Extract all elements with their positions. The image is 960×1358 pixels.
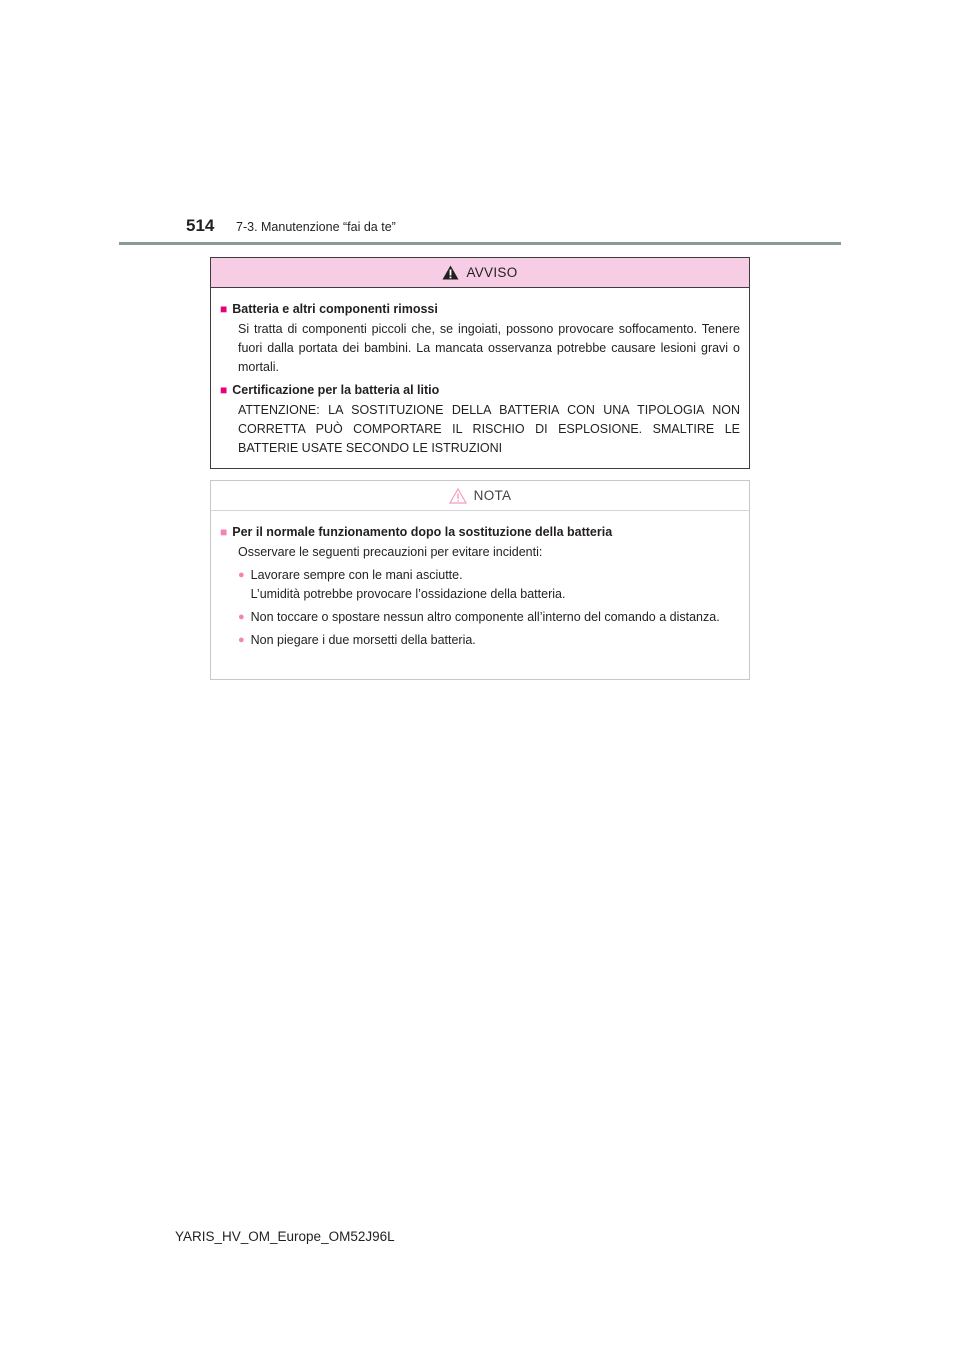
- bullet-text-detail: L’umidità potrebbe provocare l’ossidazione della batteria.: [250, 587, 566, 601]
- bullet-text: Lavorare sempre con le mani asciutte.: [250, 568, 463, 582]
- list-item: [238, 631, 740, 650]
- notice-box: [210, 480, 750, 680]
- bullet-text: Non toccare o spostare nessun altro componente all’interno del comando a distanza.: [250, 610, 720, 624]
- warning-item-text: Si tratta di componenti piccoli che, se ingoiati, possono provocare soffocamento. Tenere fuori dalla portata dei bambini. La mancata osservanza potrebbe causare lesioni gravi o mortali.: [238, 322, 740, 374]
- square-bullet-icon: ■: [220, 383, 228, 397]
- warning-label: AVVISO: [466, 265, 518, 280]
- list-item: [238, 566, 740, 604]
- bullet-text: Non piegare i due morsetti della batteria.: [250, 633, 476, 647]
- warning-box: [210, 257, 750, 469]
- circle-bullet-icon: ●: [238, 569, 245, 581]
- warning-triangle-icon: [442, 265, 459, 280]
- header-rule: [119, 242, 841, 245]
- warning-box-header: [211, 258, 749, 288]
- square-bullet-icon: ■: [220, 525, 228, 539]
- square-bullet-icon: ■: [220, 302, 228, 316]
- notice-label: NOTA: [473, 488, 512, 503]
- section-title: 7-3. Manutenzione “fai da te”: [236, 220, 396, 234]
- notice-box-header: [211, 481, 749, 511]
- notice-item: [220, 523, 740, 650]
- warning-item-title: Certificazione per la batteria al litio: [232, 383, 440, 397]
- notice-item-text: Osservare le seguenti precauzioni per evitare incidenti:: [238, 545, 543, 559]
- caution-outline-triangle-icon: [449, 488, 467, 504]
- list-item: [238, 608, 740, 627]
- document-code: YARIS_HV_OM_Europe_OM52J96L: [175, 1229, 395, 1244]
- warning-item: [220, 300, 740, 377]
- circle-bullet-icon: ●: [238, 611, 245, 623]
- warning-item-title: Batteria e altri componenti rimossi: [232, 302, 438, 316]
- page-number: 514: [186, 216, 215, 235]
- notice-item-title: Per il normale funzionamento dopo la sostituzione della batteria: [232, 525, 613, 539]
- warning-item: [220, 381, 740, 458]
- warning-item-text: ATTENZIONE: LA SOSTITUZIONE DELLA BATTERIA CON UNA TIPOLOGIA NON CORRETTA PUÒ COMPORTARE IL RISCHIO DI ESPLOSIONE. SMALTIRE LE BATTERIE USATE SECONDO LE ISTRUZIONI: [238, 403, 740, 455]
- circle-bullet-icon: ●: [238, 634, 245, 646]
